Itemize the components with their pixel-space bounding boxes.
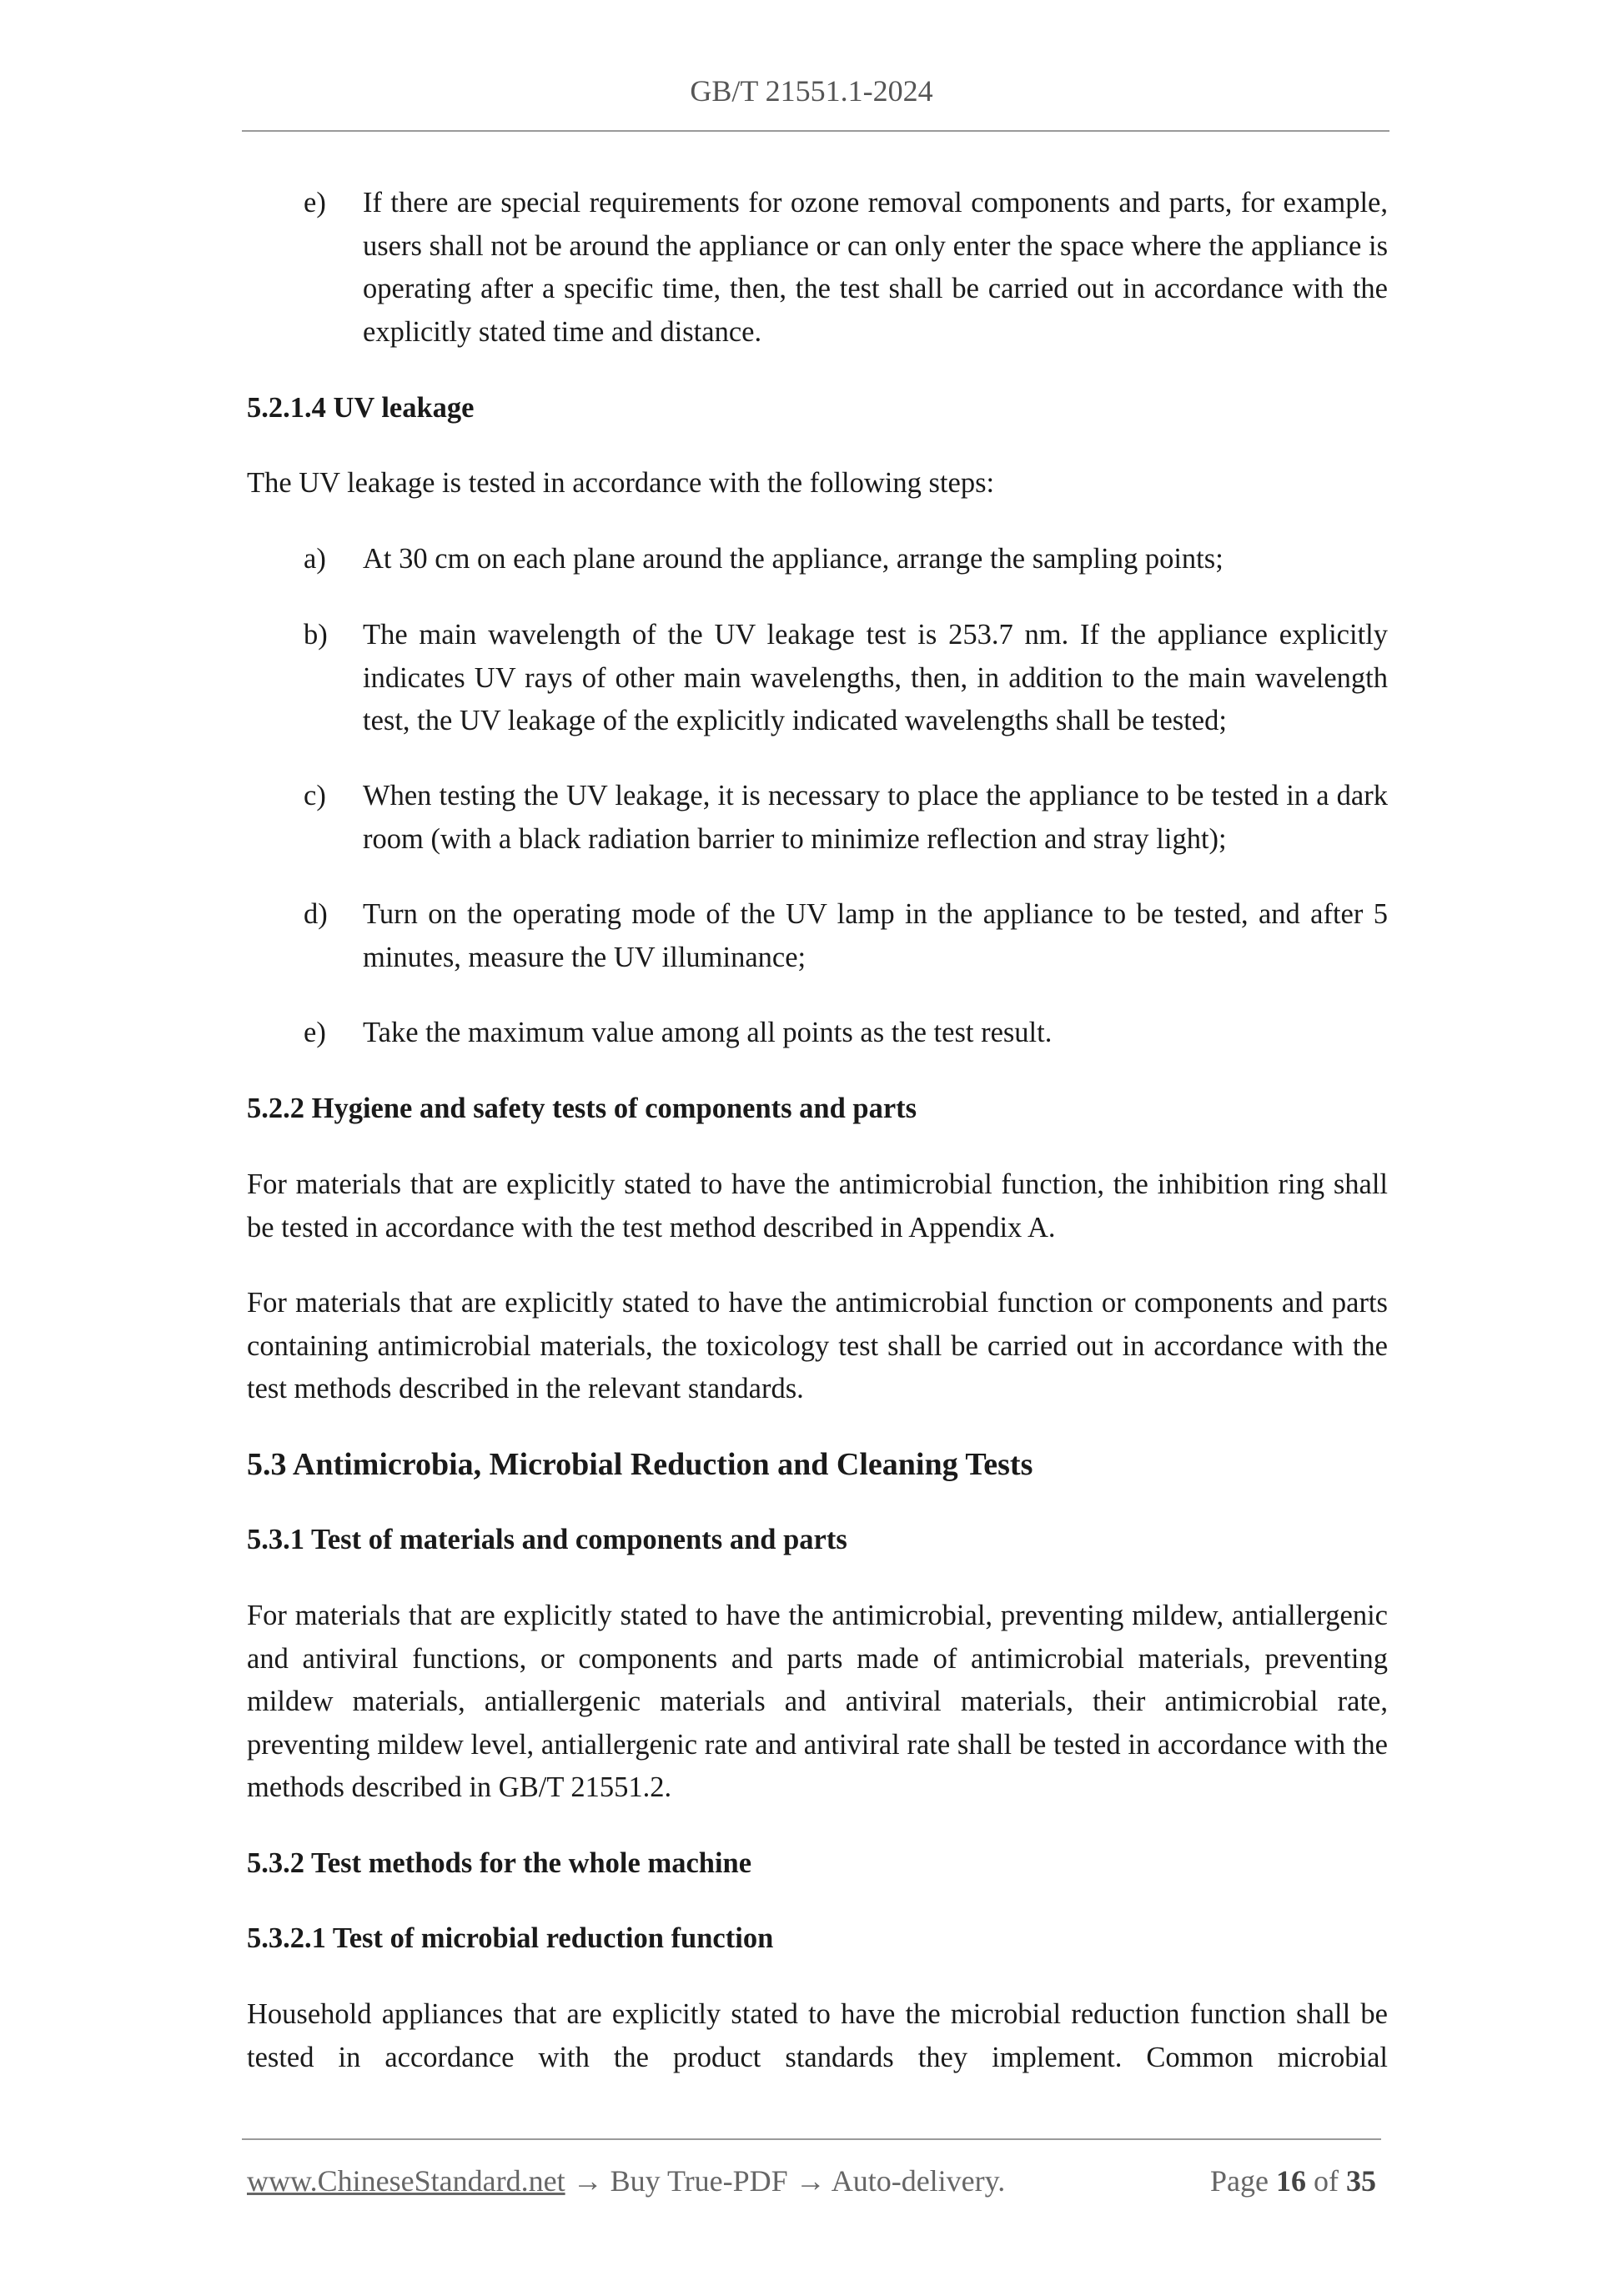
page-label: Page [1210, 2164, 1269, 2198]
arrow-icon: → [795, 2164, 826, 2198]
list-marker: d) [304, 898, 328, 930]
list-marker: a) [304, 543, 326, 575]
paragraph-inhibition-ring: For materials that are explicitly stated to have the antimicrobial function, the inhibition ring shall be tested in accordance with the test method described in Appendix A. [247, 1168, 1388, 1243]
paragraph-microbial-reduction: Household appliances that are explicitly stated to have the microbial reduction function shall be tested in accordance with the product standards they implement. Common microbial [247, 1998, 1388, 2073]
heading-5-3-2: 5.3.2 Test methods for the whole machine [247, 1847, 752, 1879]
list-text: Take the maximum value among all points as the test result. [363, 1017, 1053, 1048]
list-text: Turn on the operating mode of the UV lamp in the appliance to be tested, and after 5 minutes, measure the UV illuminance; [363, 898, 1388, 973]
of-label: of [1314, 2164, 1339, 2198]
list-text: The main wavelength of the UV leakage test is 253.7 nm. If the appliance explicitly indicates UV rays of other main wavelengths, then, in addition to the main wavelength test, the UV leakage of the explicitly indicated wavelengths shall be tested; [363, 619, 1388, 736]
current-page: 16 [1276, 2164, 1306, 2198]
footer-rule [242, 2138, 1381, 2140]
website-link[interactable]: www.ChineseStandard.net [247, 2164, 565, 2198]
footer-delivery-text: Auto-delivery. [831, 2164, 1006, 2198]
heading-5-3: 5.3 Antimicrobia, Microbial Reduction and Cleaning Tests [247, 1447, 1033, 1482]
footer-buy-text: Buy True-PDF [610, 2164, 788, 2198]
paragraph-uv-intro: The UV leakage is tested in accordance with the following steps: [247, 467, 995, 499]
paragraph-toxicology: For materials that are explicitly stated to have the antimicrobial function or components and parts containing antimicrobial materials, the toxicology test shall be carried out in accordance with the test methods described in the relevant standards. [247, 1287, 1388, 1404]
heading-5-3-1: 5.3.1 Test of materials and components and parts [247, 1524, 847, 1555]
list-marker: b) [304, 619, 328, 651]
list-text: At 30 cm on each plane around the appliance, arrange the sampling points; [363, 543, 1224, 575]
header-rule [242, 130, 1389, 132]
page-header-doc-id: GB/T 21551.1-2024 [690, 74, 933, 108]
list-text: When testing the UV leakage, it is necessary to place the appliance to be tested in a dark room (with a black radiation barrier to minimize reflection and stray light); [363, 780, 1388, 855]
arrow-icon: → [572, 2164, 603, 2198]
page-number [1210, 2163, 1376, 2198]
heading-5-3-2-1: 5.3.2.1 Test of microbial reduction function [247, 1922, 774, 1954]
heading-5-2-1-4: 5.2.1.4 UV leakage [247, 392, 475, 424]
paragraph-materials-test: For materials that are explicitly stated to have the antimicrobial, preventing mildew, antiallergenic and antiviral functions, or components and parts made of antimicrobial materials, preventing mildew materials, antiallergenic materials and antiviral materials, their antimicrobial rate, preventing mildew level, antiallergenic rate and antiviral rate shall be tested in accordance with the methods described in GB/T 21551.2. [247, 1600, 1388, 1803]
total-pages: 35 [1346, 2164, 1376, 2198]
list-text: If there are special requirements for ozone removal components and parts, for example, users shall not be around the appliance or can only enter the space where the appliance is operating after a specific time, then, the test shall be carried out in accordance with the explicitly stated time and distance. [363, 187, 1388, 348]
list-marker: c) [304, 780, 326, 811]
heading-5-2-2: 5.2.2 Hygiene and safety tests of components and parts [247, 1093, 917, 1124]
list-marker: e) [304, 187, 326, 219]
list-marker: e) [304, 1017, 326, 1048]
footer-left [247, 2163, 1005, 2198]
